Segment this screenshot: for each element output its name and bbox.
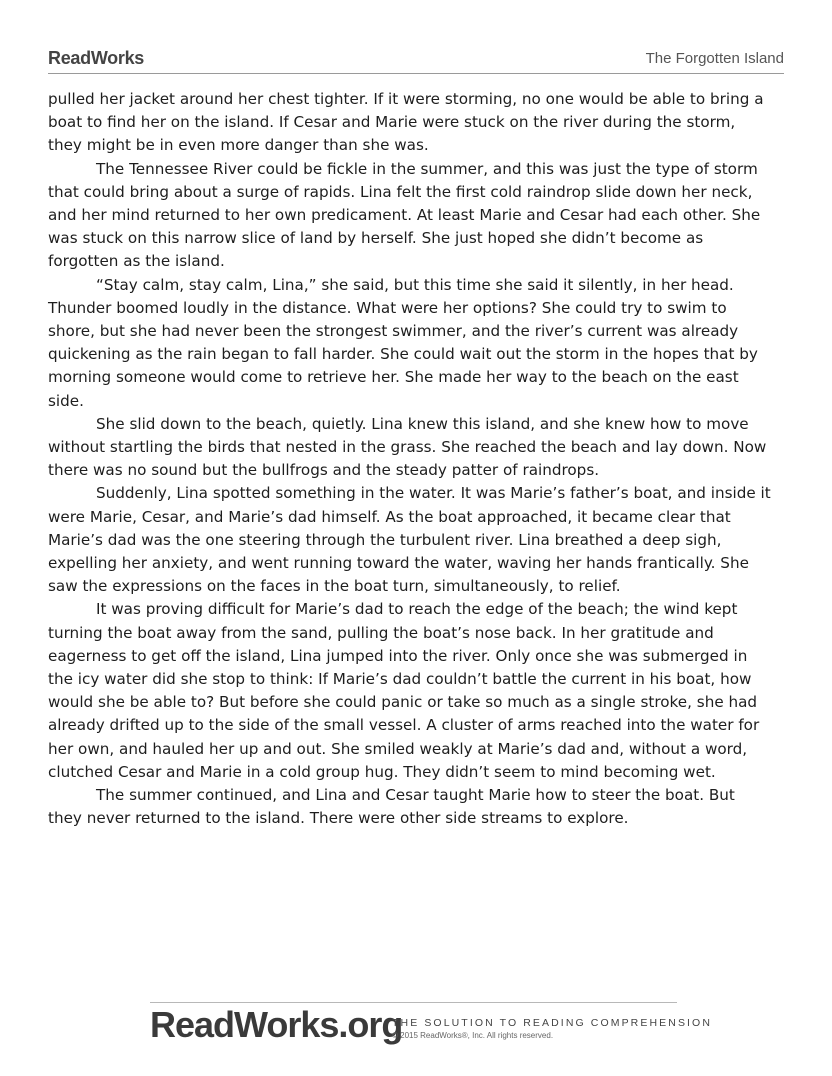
story-line: It was proving difficult for Marie’s dad to reach the edge of the beach; the wind kept: [96, 600, 738, 619]
story-paragraph: [48, 88, 788, 158]
story-body: [48, 88, 788, 831]
story-line: was stuck on this narrow slice of land by herself. She just hoped she didn’t become as: [48, 229, 704, 248]
story-paragraph: [48, 482, 788, 598]
story-line: would she be able to? But before she could panic or take so much as a single stroke, she had: [48, 693, 758, 712]
story-paragraph: [48, 784, 788, 830]
story-line: boat to find her on the island. If Cesar and Marie were stuck on the river during the storm,: [48, 113, 736, 132]
page-header: [48, 46, 784, 76]
story-line: Thunder boomed loudly in the distance. What were her options? She could try to swim to: [48, 298, 727, 317]
story-line: “Stay calm, stay calm, Lina,” she said, but this time she said it silently, in her head.: [96, 275, 734, 294]
header-divider: [48, 73, 784, 74]
story-line: that could bring about a surge of rapids. Lina felt the first cold raindrop slide down her neck,: [48, 182, 753, 201]
story-line: Suddenly, Lina spotted something in the water. It was Marie’s father’s boat, and inside it: [96, 484, 771, 503]
document-title: The Forgotten Island: [645, 50, 784, 67]
story-line: the icy water did she stop to think: If Marie’s dad couldn’t battle the current in his boat, how: [48, 670, 752, 689]
footer-logo: ReadWorks.org: [150, 1004, 403, 1045]
story-line: side.: [48, 391, 84, 410]
story-line: and her mind returned to her own predicament. At least Marie and Cesar had each other. She: [48, 206, 761, 225]
story-line: eagerness to get off the island, Lina jumped into the river. Only once she was submerged in: [48, 646, 748, 665]
story-line: saw the expressions on the faces in the boat turn, simultaneously, to relief.: [48, 577, 621, 596]
story-line: The Tennessee River could be fickle in the summer, and this was just the type of storm: [96, 159, 758, 178]
story-line: without startling the birds that nested in the grass. She reached the beach and lay down. Now: [48, 438, 767, 457]
story-line: She slid down to the beach, quietly. Lina knew this island, and she knew how to move: [96, 414, 749, 433]
footer-tagline: THE SOLUTION TO READING COMPREHENSION: [392, 1017, 713, 1029]
story-line: there was no sound but the bullfrogs and the steady patter of raindrops.: [48, 461, 600, 480]
story-line: pulled her jacket around her chest tighter. If it were storming, no one would be able to bring a: [48, 90, 764, 108]
story-line: they might be in even more danger than she was.: [48, 136, 429, 155]
story-line: her own, and hauled her up and out. She smiled weakly at Marie’s dad and, without a word,: [48, 739, 748, 758]
story-line: turning the boat away from the sand, pulling the boat’s nose back. In her gratitude and: [48, 623, 714, 642]
story-line: clutched Cesar and Marie in a cold group hug. They didn’t seem to mind becoming wet.: [48, 762, 716, 781]
brand-logo: ReadWorks: [48, 48, 145, 68]
footer-copyright: © 2015 ReadWorks®, Inc. All rights reserved.: [392, 1031, 554, 1040]
story-line: shore, but she had never been the strongest swimmer, and the river’s current was already: [48, 322, 739, 341]
story-paragraph: [48, 274, 788, 413]
story-paragraph: [48, 158, 788, 274]
story-line: expelling her anxiety, and went running toward the water, waving her hands frantically. She: [48, 554, 749, 573]
story-line: Marie’s dad was the one steering through the turbulent river. Lina breathed a deep sigh,: [48, 530, 722, 549]
story-paragraph: [48, 413, 788, 483]
story-line: The summer continued, and Lina and Cesar taught Marie how to steer the boat. But: [96, 786, 735, 805]
story-line: morning someone would come to retrieve her. She made her way to the beach on the east: [48, 368, 739, 387]
story-line: forgotten as the island.: [48, 252, 225, 271]
story-line: they never returned to the island. There were other side streams to explore.: [48, 809, 629, 828]
story-line: were Marie, Cesar, and Marie’s dad himself. As the boat approached, it became clear that: [48, 507, 731, 526]
story-line: quickening as the rain began to fall harder. She could wait out the storm in the hopes that by: [48, 345, 758, 364]
story-paragraph: [48, 598, 788, 784]
story-line: already drifted up to the side of the small vessel. A cluster of arms reached into the water for: [48, 716, 760, 735]
